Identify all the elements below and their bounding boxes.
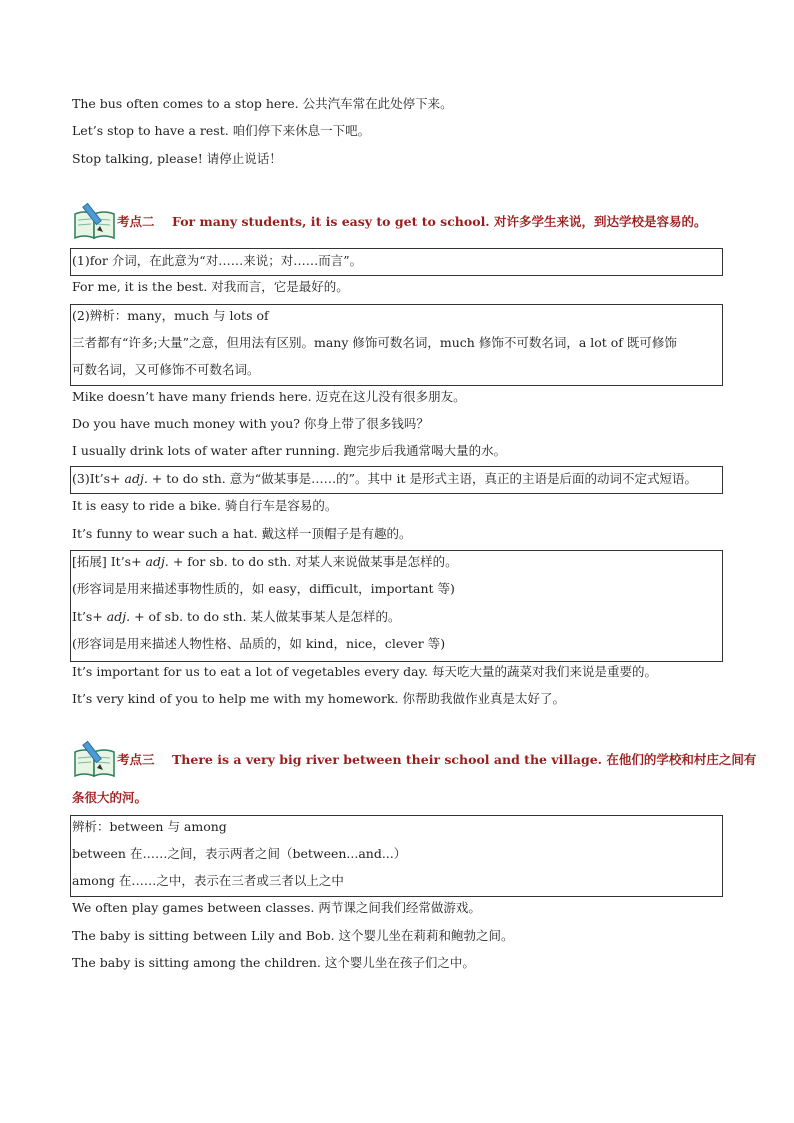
kaodian2-heading xyxy=(72,202,722,242)
kaodian2-title: For many students, it is easy to get to school. 对许多学生来说，到达学校是容易的。 xyxy=(172,214,707,229)
note-text: 三者都有“许多;大量”之意，但用法有区别。many 修饰可数名词，much 修饰不可数名词，a lot of 既可修饰 xyxy=(72,335,677,350)
example-line: It is easy to ride a bike. 骑自行车是容易的。 xyxy=(72,498,338,513)
note-text: 可数名词，又可修饰不可数名词。 xyxy=(72,362,260,377)
note-text: (形容词是用来描述人物性格、品质的，如 kind，nice，clever 等) xyxy=(72,636,446,651)
extension-box xyxy=(70,550,723,662)
example-line: It’s important for us to eat a lot of vegetables every day. 每天吃大量的蔬菜对我们来说是重要的。 xyxy=(72,664,657,679)
note-box xyxy=(70,466,723,494)
example-line: The baby is sitting between Lily and Bob. 这个婴儿坐在莉莉和鲍勃之间。 xyxy=(72,928,514,943)
example-line: Do you have much money with you? 你身上带了很多钱吗？ xyxy=(72,416,429,431)
example-line: Mike doesn’t have many friends here. 迈克在这儿没有很多朋友。 xyxy=(72,389,466,404)
kaodian3-title-cont: 条很大的河。 xyxy=(72,790,148,805)
book-pencil-icon xyxy=(72,202,118,240)
kaodian2-label: 考点二 xyxy=(117,214,155,229)
example-line: It’s funny to wear such a hat. 戴这样一顶帽子是有趣的。 xyxy=(72,526,412,541)
note-text: 辨析：between 与 among xyxy=(72,819,227,834)
example-line: For me, it is the best. 对我而言，它是最好的。 xyxy=(72,279,349,294)
example-line: It’s very kind of you to help me with my homework. 你帮助我做作业真是太好了。 xyxy=(72,691,565,706)
kaodian3-label: 考点三 xyxy=(117,752,155,767)
note-text: (形容词是用来描述事物性质的，如 easy，difficult，important 等) xyxy=(72,581,455,596)
example-line: Stop talking, please! 请停止说话！ xyxy=(72,151,282,166)
example-line: The bus often comes to a stop here. 公共汽车常在此处停下来。 xyxy=(72,96,453,111)
example-line: We often play games between classes. 两节课之间我们经常做游戏。 xyxy=(72,900,481,915)
kaodian3-title: There is a very big river between their school and the village. 在他们的学校和村庄之间有 xyxy=(172,752,757,767)
note-text: (2)辨析：many，much 与 lots of xyxy=(72,308,269,323)
note-text: (1)for 介词，在此意为“对……来说；对……而言”。 xyxy=(72,253,363,268)
example-line: Let’s stop to have a rest. 咱们停下来休息一下吧。 xyxy=(72,123,371,138)
note-box xyxy=(70,815,723,897)
example-line: The baby is sitting among the children. 这个婴儿坐在孩子们之中。 xyxy=(72,955,475,970)
book-pencil-icon xyxy=(72,740,118,778)
kaodian3-heading xyxy=(72,740,757,780)
note-text: (3)It’s+ adj. + to do sth. 意为“做某事是……的”。其中 it 是形式主语，真正的主语是后面的动词不定式短语。 xyxy=(72,471,697,486)
note-text: It’s+ adj. + of sb. to do sth. 某人做某事某人是怎样的。 xyxy=(72,609,401,624)
note-box xyxy=(70,304,723,386)
note-text: [拓展] It’s+ adj. + for sb. to do sth. 对某人来说做某事是怎样的。 xyxy=(72,554,458,569)
note-text: among 在……之中，表示在三者或三者以上之中 xyxy=(72,873,344,888)
note-box xyxy=(70,248,723,276)
example-line: I usually drink lots of water after running. 跑完步后我通常喝大量的水。 xyxy=(72,443,507,458)
note-text: between 在……之间，表示两者之间（between...and...） xyxy=(72,846,407,861)
